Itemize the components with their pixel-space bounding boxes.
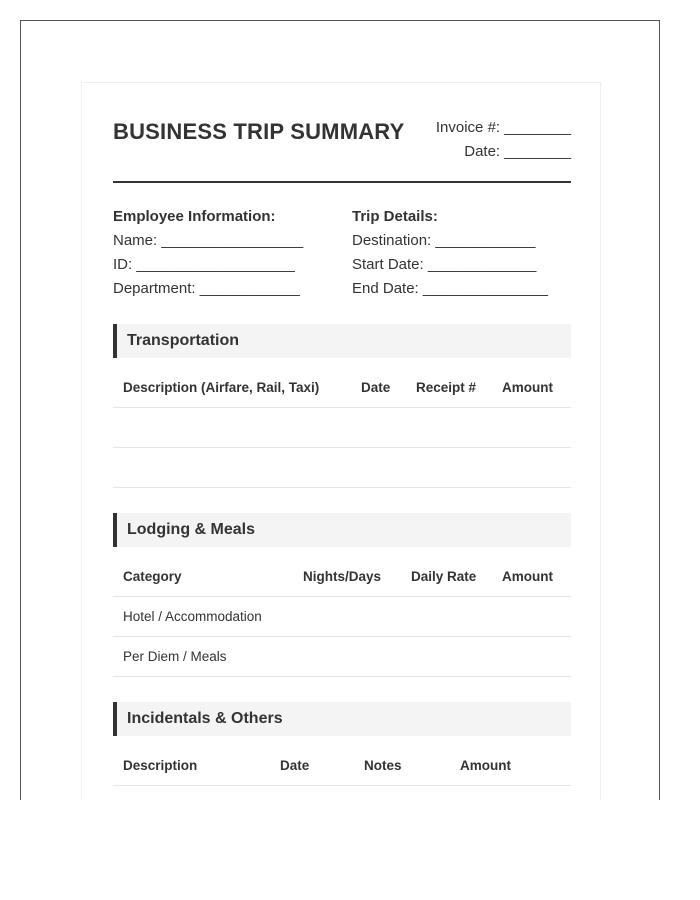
column-header: Amount — [502, 380, 553, 395]
table-cell: Hotel / Accommodation — [123, 609, 262, 624]
column-header: Notes — [364, 758, 402, 773]
column-header: Date — [361, 380, 391, 395]
employee-heading: Employee Information: — [113, 208, 276, 225]
incidentals-title: Incidentals & Others — [127, 710, 283, 727]
trip-end-date-field: End Date: _______________ — [352, 280, 549, 297]
trip-heading: Trip Details: — [352, 208, 438, 225]
trip-destination-field: Destination: ____________ — [352, 232, 536, 249]
table-header-row — [113, 368, 571, 408]
employee-information — [113, 205, 303, 301]
table-row — [113, 408, 571, 448]
lodging-title: Lodging & Meals — [127, 521, 255, 538]
table-cell: Per Diem / Meals — [123, 649, 227, 664]
transportation-table — [113, 368, 571, 488]
column-header: Nights/Days — [303, 569, 382, 584]
trip-details — [352, 205, 548, 301]
table-row — [113, 597, 571, 637]
date-field: Date: ________ — [464, 143, 571, 160]
column-header: Receipt # — [416, 380, 477, 395]
trip-start-date-field: Start Date: _____________ — [352, 256, 537, 273]
incidentals-section-header — [113, 702, 571, 736]
title-divider — [113, 181, 571, 183]
invoice-number-field: Invoice #: ________ — [435, 119, 571, 136]
employee-id-field: ID: ___________________ — [113, 256, 295, 273]
column-header: Category — [123, 569, 182, 584]
invoice-meta — [436, 116, 571, 164]
transportation-title: Transportation — [127, 332, 240, 349]
employee-department-field: Department: ____________ — [113, 280, 300, 297]
employee-name-field: Name: _________________ — [113, 232, 304, 249]
lodging-table — [113, 557, 571, 677]
column-header: Description (Airfare, Rail, Taxi) — [123, 380, 320, 395]
column-header: Date — [280, 758, 310, 773]
document-page — [81, 82, 601, 800]
table-row — [113, 448, 571, 488]
column-header: Amount — [502, 569, 553, 584]
lodging-section-header — [113, 513, 571, 547]
column-header: Description — [123, 758, 198, 773]
column-header: Daily Rate — [411, 569, 477, 584]
column-header: Amount — [460, 758, 511, 773]
document-title: BUSINESS TRIP SUMMARY — [113, 119, 405, 144]
incidentals-table — [113, 746, 571, 786]
table-row — [113, 637, 571, 677]
transportation-section-header — [113, 324, 571, 358]
document-frame — [20, 20, 660, 800]
table-header-row — [113, 746, 571, 786]
table-header-row — [113, 557, 571, 597]
